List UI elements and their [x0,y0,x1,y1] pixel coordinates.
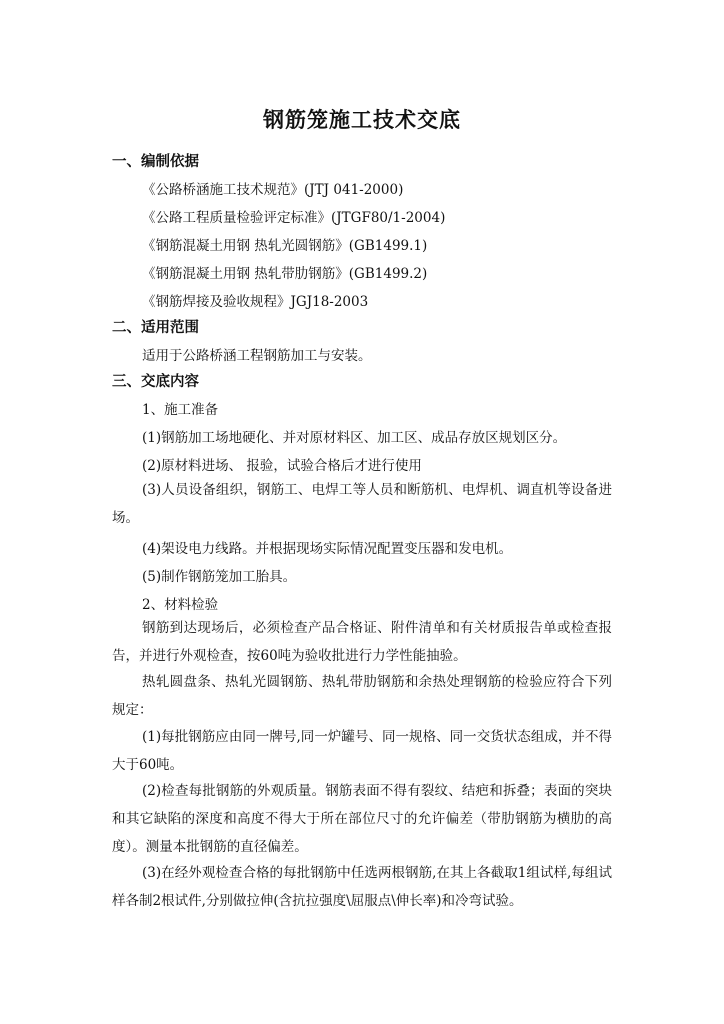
reference-line: 《钢筋焊接及验收规程》JGJ18-2003 [142,294,369,310]
section-heading-content: 三、交底内容 [112,374,199,390]
inspection-rule: (1)每批钢筋应由同一牌号,同一炉罐号、同一规格、同一交货状态组成，并不得大于60吨。 [112,729,612,773]
inspection-rule: (3)在经外观检查合格的每批钢筋中任选两根钢筋,在其上各截取1组试样,每组试样各制2根试件,分别做拉伸(含抗拉强度\屈服点\伸长率)和冷弯试验。 [112,865,612,909]
inspection-rule: (2)检查每批钢筋的外观质量。钢筋表面不得有裂纹、结疤和拆叠；表面的突块和其它缺陷的深度和高度不得大于所在部位尺寸的允许偏差（带肋钢筋为横肋的高度）。测量本批钢筋的直径偏差。 [112,783,612,855]
material-inspection-paragraph: 钢筋到达现场后，必须检查产品合格证、附件清单和有关材质报告单或检查报告，并进行外观检查，按60吨为验收批进行力学性能抽验。 [112,620,612,664]
document-title: 钢筋笼施工技术交底 [263,108,461,132]
reference-line: 《钢筋混凝土用钢 热轧光圆钢筋》(GB1499.1) [142,238,428,254]
subheading-material-inspection: 2、材料检验 [142,597,219,613]
reference-line: 《公路桥涵施工技术规范》(JTJ 041-2000) [142,182,404,198]
prep-item: (4)架设电力线路。并根据现场实际情况配置变压器和发电机。 [142,541,513,557]
scope-text: 适用于公路桥涵工程钢筋加工与安装。 [142,348,372,364]
reference-line: 《公路工程质量检验评定标准》(JTGF80/1-2004) [142,210,446,226]
subheading-preparation: 1、施工准备 [142,402,219,418]
section-heading-scope: 二、适用范围 [112,320,199,336]
prep-item: (2)原材料进场、 报验，试验合格后才进行使用 [142,458,422,474]
prep-item: (1)钢筋加工场地硬化、并对原材料区、加工区、成品存放区规划区分。 [142,430,567,446]
prep-item: (5)制作钢筋笼加工胎具。 [142,569,297,585]
reference-line: 《钢筋混凝土用钢 热轧带肋钢筋》(GB1499.2) [142,266,428,282]
material-inspection-paragraph: 热轧圆盘条、热轧光圆钢筋、热轧带肋钢筋和余热处理钢筋的检验应符合下列规定： [112,674,612,718]
section-heading-basis: 一、编制依据 [112,154,199,170]
prep-item: (3)人员设备组织，钢筋工、电焊工等人员和断筋机、电焊机、调直机等设备进场。 [112,482,612,526]
